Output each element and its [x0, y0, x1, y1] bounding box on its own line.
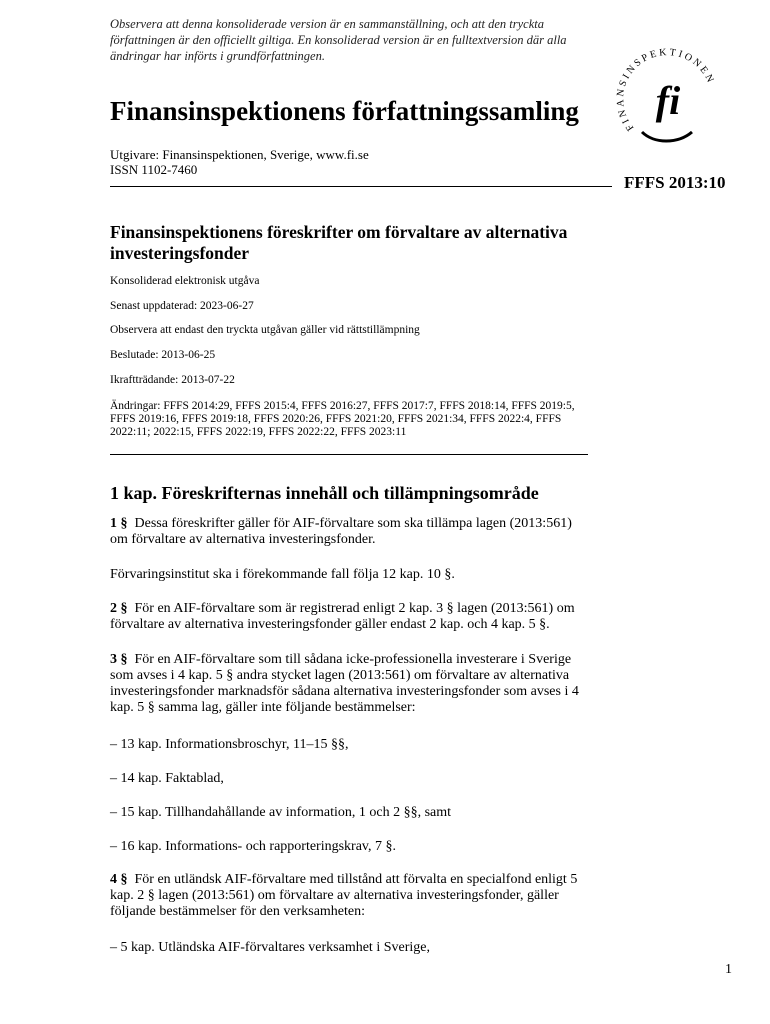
header-divider: [110, 186, 612, 187]
section-number: 1 §: [110, 516, 128, 531]
paragraph-text: För en AIF-förvaltare som till sådana icke-professionella investerare i Sverige som avses i 4 kap. 5 § andra stycket lagen (2013:561) om förvaltare av alternativa investeringsfonder marknadsför sådana alternativa investeringsfonder som avses i 4 kap. 5 § samma lag, gäller inte följande bestämmelser:: [110, 652, 579, 715]
page-number: 1: [725, 962, 732, 977]
paragraph-2: [110, 601, 588, 633]
section-divider: [110, 454, 588, 455]
printed-notice-line: Observera att endast den tryckta utgåvan gäller vid rättstillämpning: [110, 324, 420, 336]
paragraph-1: [110, 516, 588, 548]
paragraph-4: [110, 872, 588, 920]
list-item: – 15 kap. Tillhandahållande av information, 1 och 2 §§, samt: [110, 805, 452, 820]
updated-line: Senast uppdaterad: 2023-06-27: [110, 300, 254, 312]
effective-line: Ikraftträdande: 2013-07-22: [110, 374, 235, 386]
section-number: 2 §: [110, 601, 128, 616]
amendments-line: Ändringar: FFFS 2014:29, FFFS 2015:4, FFFS 2016:27, FFFS 2017:7, FFFS 2018:14, FFFS 2019:5, FFFS 2019:16, FFFS 2019:18, FFFS 2020:26, FFFS 2021:20, FFFS 2021:34, FFFS 2022:4, FFFS 2022:11; 2022:15, FFFS 2022:19, FFFS 2022:22, FFFS 2023:11: [110, 400, 575, 438]
publisher-block: [110, 147, 369, 177]
paragraph-text: Dessa föreskrifter gäller för AIF-förvaltare som ska tillämpa lagen (2013:561) om förvaltare av alternativa investeringsfonder.: [110, 516, 572, 547]
list-item: – 5 kap. Utländska AIF-förvaltares verksamhet i Sverige,: [110, 940, 430, 955]
publisher-line: Utgivare: Finansinspektionen, Sverige, www.fi.se: [110, 147, 369, 162]
section-number: 4 §: [110, 872, 128, 887]
list-item: – 13 kap. Informationsbroschyr, 11–15 §§,: [110, 737, 349, 752]
paragraph-text: För en AIF-förvaltare som är registrerad enligt 2 kap. 3 § lagen (2013:561) om förvaltare av alternativa investeringsfonder gäller endast 2 kap. och 4 kap. 5 §.: [110, 601, 575, 632]
logo-arc-text: FINANSINSPEKTIONEN: [615, 46, 717, 133]
section-number: 3 §: [110, 652, 128, 667]
logo-monogram: fi: [655, 78, 681, 123]
list-item: – 16 kap. Informations- och rapporteringskrav, 7 §.: [110, 839, 397, 854]
paragraph-text: För en utländsk AIF-förvaltare med tillstånd att förvalta en specialfond enligt 5 kap. 2 § lagen (2013:561) om förvaltare av alternativa investeringsfonder, gäller följande bestämmelser för den verksamheten:: [110, 872, 578, 919]
consolidation-notice: Observera att denna konsoliderade version är en sammanställning, och att den tryckta författningen är den officiellt giltiga. En konsoliderad version är en fulltextversion där alla ändringar har införts i grundförfattningen.: [110, 17, 567, 63]
issn-line: ISSN 1102-7460: [110, 162, 198, 177]
paragraph-1b: Förvaringsinstitut ska i förekommande fall följa 12 kap. 10 §.: [110, 567, 455, 582]
collection-title: Finansinspektionens författningssamling: [110, 96, 579, 126]
list-item: – 14 kap. Faktablad,: [110, 771, 224, 786]
edition-line: Konsoliderad elektronisk utgåva: [110, 275, 260, 287]
document-title: Finansinspektionens föreskrifter om förvaltare av alternativa investeringsfonder: [110, 222, 568, 263]
fi-seal-logo: [614, 40, 722, 148]
decided-line: Beslutade: 2013-06-25: [110, 349, 216, 361]
chapter-heading: 1 kap. Föreskrifternas innehåll och tillämpningsområde: [110, 483, 539, 503]
paragraph-3: [110, 652, 588, 716]
ffs-number: FFFS 2013:10: [624, 173, 726, 192]
